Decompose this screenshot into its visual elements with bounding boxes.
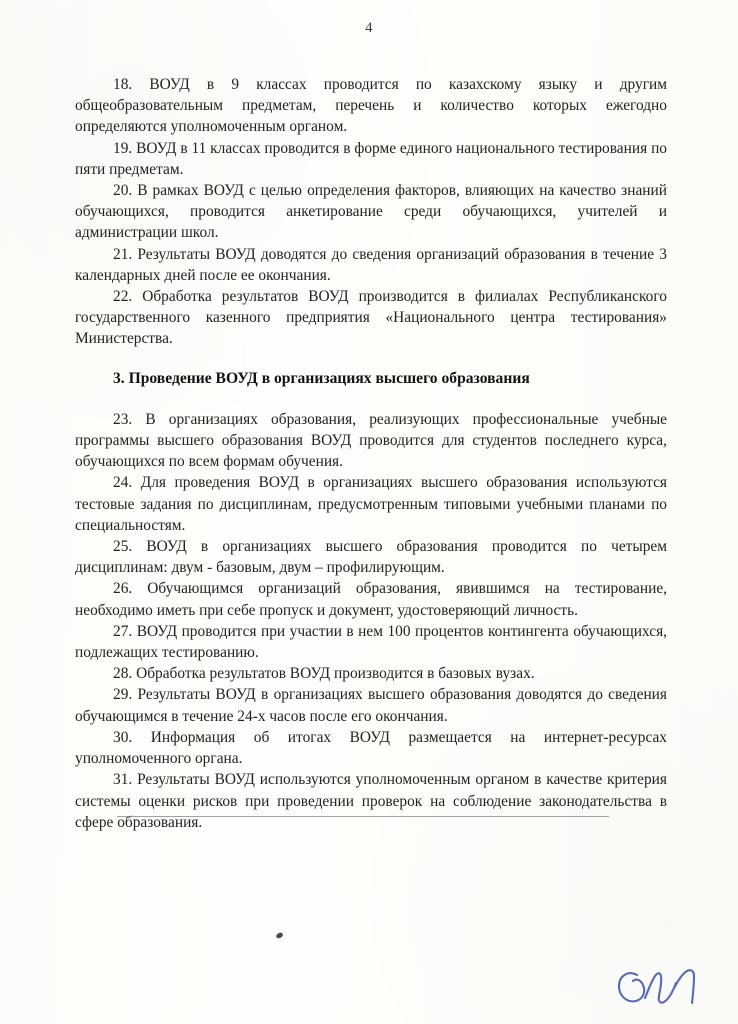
- paragraph-18: 18. ВОУД в 9 классах проводится по казахскому языку и другим общеобразовательным предметам, перечень и количество которых ежегодно определяются уполномоченным органом.: [75, 76, 667, 136]
- paragraph-19: 19. ВОУД в 11 классах проводится в форме единого национального тестирования по пяти предметам.: [75, 139, 667, 178]
- paragraph-22: 22. Обработка результатов ВОУД производится в филиалах Республиканского государственного казенного предприятия «Национального центра тестирования» Министерства.: [75, 288, 667, 348]
- paragraph-21: 21. Результаты ВОУД доводятся до сведения организаций образования в течение 3 календарных дней после ее окончания.: [75, 245, 667, 284]
- spacer-after-heading: [75, 389, 667, 409]
- spacer-before-heading: [75, 350, 667, 368]
- page-number: 4: [365, 20, 373, 36]
- scan-artifact-speck: [275, 932, 283, 939]
- section-heading-3: 3. Проведение ВОУД в организациях высшего образования: [113, 369, 530, 387]
- paragraph-29: 29. Результаты ВОУД в организациях высшего образования доводятся до сведения обучающимся в течение 24-х часов после его окончания.: [75, 686, 667, 725]
- paragraph-26: 26. Обучающимся организаций образования, явившимся на тестирование, необходимо иметь при себе пропуск и документ, удостоверяющий личность.: [75, 580, 667, 619]
- paragraph-25: 25. ВОУД в организациях высшего образования проводится по четырем дисциплинам: двум - базовым, двум – профилирующим.: [75, 538, 667, 577]
- paragraph-23: 23. В организациях образования, реализующих профессиональные учебные программы высшего образования ВОУД проводится для студентов последнего курса, обучающихся по всем формам обучения.: [75, 410, 667, 471]
- paragraph-24: 24. Для проведения ВОУД в организациях высшего образования используются тестовые задания по дисциплинам, предусмотренным типовыми учебными планами по специальностям.: [75, 474, 667, 534]
- paragraph-20: 20. В рамках ВОУД с целью определения факторов, влияющих на качество знаний обучающихся, проводится анкетирование среди обучающихся, учителей и администрации школ.: [75, 182, 667, 242]
- paragraph-31: 31. Результаты ВОУД используются уполномоченным органом в качестве критерия системы оценки рисков при проведении проверок на соблюдение законодательства в сфере образования.: [75, 771, 667, 831]
- paragraph-30: 30. Информация об итогах ВОУД размещается на интернет-ресурсах уполномоченного органа.: [75, 728, 667, 768]
- document-body: [75, 74, 667, 833]
- paragraph-28: 28. Обработка результатов ВОУД производится в базовых вузах.: [113, 665, 535, 683]
- handwritten-signature: [612, 958, 712, 1016]
- paragraph-27: 27. ВОУД проводится при участии в нем 100 процентов контингента обучающихся, подлежащих тестированию.: [75, 622, 667, 662]
- separator-line: [117, 816, 609, 817]
- signature-ink-icon: [612, 958, 712, 1016]
